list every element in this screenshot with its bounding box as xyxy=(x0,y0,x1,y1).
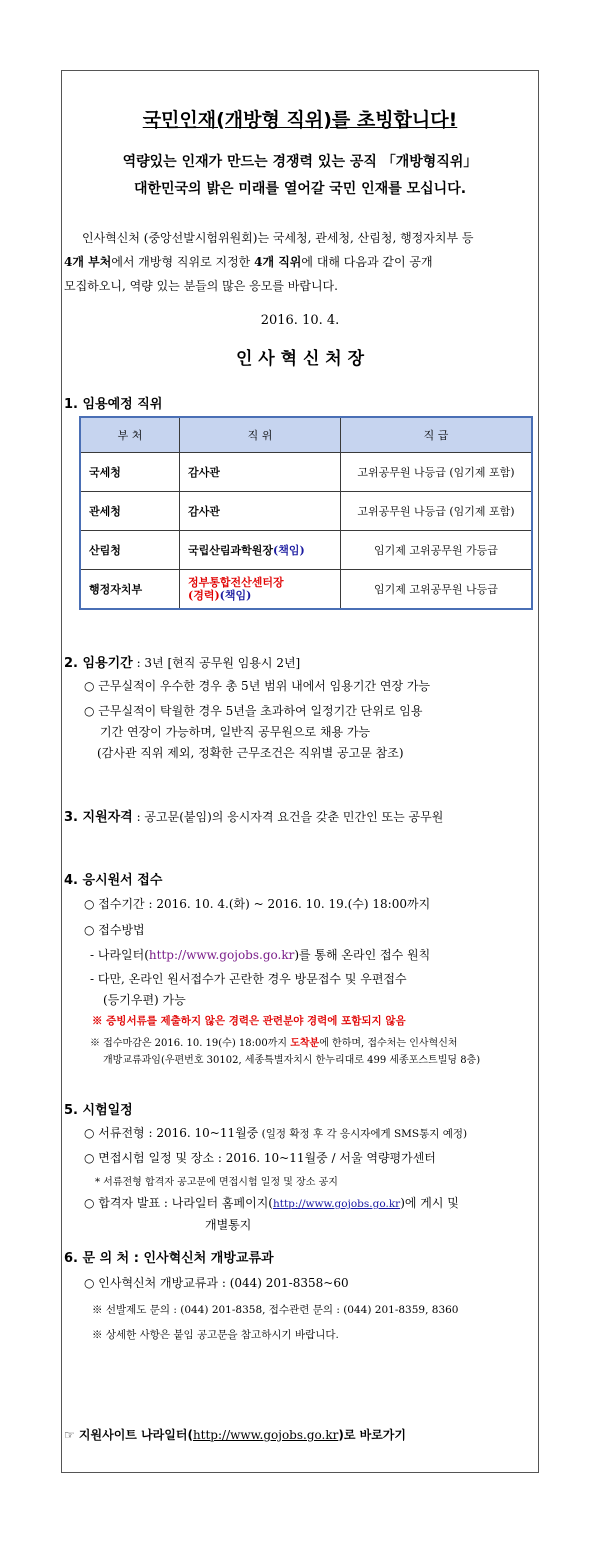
s4-note-1: ※ 접수마감은 2016. 10. 19(수) 18:00까지 도착분에 한하며, 접수처는 인사혁신처 xyxy=(90,1038,458,1049)
s4-note-2: 개방교류과임(우편번호 30102, 세종특별자치시 한누리대로 499 세종포스트빌딩 8층) xyxy=(103,1055,481,1066)
s5-document-screening: ○ 서류전형 : 2016. 10~11월중 (일정 확정 후 각 응시자에게 SMS통지 예정) xyxy=(84,1126,468,1140)
s5-interview: ○ 면접시험 일정 및 장소 : 2016. 10~11월중 / 서울 역량평가센터 xyxy=(84,1151,436,1165)
s4-method: ○ 접수방법 xyxy=(84,923,145,937)
dept-cell: 행정자치부 xyxy=(80,570,180,610)
s4-offline-cont: (등기우편) 가능 xyxy=(103,993,186,1007)
s4-online: - 나라일터(http://www.gojobs.go.kr)를 통해 온라인 접수 원칙 xyxy=(90,948,431,962)
table-row xyxy=(80,531,532,570)
signer: 인 사 혁 신 처 장 xyxy=(235,349,365,369)
position-cell: 감사관 xyxy=(180,453,341,492)
s5-announcement-cont: 개별통지 xyxy=(205,1218,252,1232)
s4-period: ○ 접수기간 : 2016. 10. 4.(화) ~ 2016. 10. 19.(수) 18:00까지 xyxy=(84,897,431,911)
s2-bullet-1: ○ 근무실적이 우수한 경우 총 5년 범위 내에서 임용기간 연장 가능 xyxy=(84,679,431,693)
header-grade: 직 급 xyxy=(341,417,533,453)
intro-line-2: 4개 부처에서 개방형 직위로 지정한 4개 직위에 대해 다음과 같이 공개 xyxy=(64,255,433,269)
dept-cell: 국세청 xyxy=(80,453,180,492)
pointing-hand-icon: ☞ 지원사이트 나라일터( xyxy=(64,1428,193,1442)
section-4-heading: 4. 응시원서 접수 xyxy=(64,873,163,888)
s5-interview-note: * 서류전형 합격자 공고문에 면접시험 일정 및 장소 공지 xyxy=(95,1177,338,1188)
s6-note-1: ※ 선발제도 문의 : (044) 201-8358, 접수관련 문의 : (044) 201-8359, 8360 xyxy=(92,1304,459,1316)
intro-line-3: 모집하오니, 역량 있는 분들의 많은 응모를 바랍니다. xyxy=(64,279,338,293)
positions-table xyxy=(79,416,533,610)
table-row xyxy=(80,453,532,492)
s4-warning: ※ 증빙서류를 제출하지 않은 경력은 관련분야 경력에 포함되지 않음 xyxy=(92,1015,406,1027)
grade-cell: 임기제 고위공무원 나등급 xyxy=(341,570,533,610)
s4-offline: - 다만, 온라인 원서접수가 곤란한 경우 방문접수 및 우편접수 xyxy=(90,972,407,986)
section-6-heading: 6. 문 의 처 : 인사혁신처 개방교류과 xyxy=(64,1251,274,1266)
table-row xyxy=(80,492,532,531)
section-3-heading: 3. 지원자격 : 공고문(붙임)의 응시자격 요건을 갖춘 민간인 또는 공무원 xyxy=(64,810,444,825)
header-dept: 부 처 xyxy=(80,417,180,453)
gojobs-link[interactable]: http://www.gojobs.go.kr xyxy=(148,948,295,962)
grade-cell: 고위공무원 나등급 (임기제 포함) xyxy=(341,453,533,492)
position-cell: 감사관 xyxy=(180,492,341,531)
grade-cell: 고위공무원 나등급 (임기제 포함) xyxy=(341,492,533,531)
section-5-heading: 5. 시험일정 xyxy=(64,1103,133,1118)
notice-date: 2016. 10. 4. xyxy=(260,313,340,328)
position-cell: 국립산림과학원장(책임) xyxy=(180,531,341,570)
s2-bullet-2-note: (감사관 직위 제외, 정확한 근무조건은 직위별 공고문 참조) xyxy=(97,746,404,760)
s2-bullet-2: ○ 근무실적이 탁월한 경우 5년을 초과하여 일정기간 단위로 임용 xyxy=(84,704,423,718)
intro-line-1: 인사혁신처 (중앙선발시험위원회)는 국세청, 관세청, 산림청, 행정자치부 등 xyxy=(82,231,474,245)
dept-cell: 산림청 xyxy=(80,531,180,570)
s5-announcement: ○ 합격자 발표 : 나라일터 홈페이지(http://www.gojobs.go.kr)에 게시 및 xyxy=(84,1196,459,1210)
grade-cell: 임기제 고위공무원 가등급 xyxy=(341,531,533,570)
gojobs-link[interactable]: http://www.gojobs.go.kr xyxy=(272,1198,401,1210)
s6-note-2: ※ 상세한 사항은 붙임 공고문을 참고하시기 바랍니다. xyxy=(92,1329,339,1341)
gojobs-link[interactable]: http://www.gojobs.go.kr xyxy=(192,1428,339,1442)
position-cell: 정부통합전산센터장 (경력)(책임) xyxy=(180,570,341,610)
dept-cell: 관세청 xyxy=(80,492,180,531)
header-position: 직 위 xyxy=(180,417,341,453)
subtitle-line-1: 역량있는 인재가 만드는 경쟁력 있는 공직 「개방형직위」 xyxy=(122,154,478,170)
s6-contact: ○ 인사혁신처 개방교류과 : (044) 201-8358~60 xyxy=(84,1276,349,1290)
site-shortcut[interactable]: ☞ 지원사이트 나라일터(http://www.gojobs.go.kr)로 바로가기 xyxy=(64,1428,406,1442)
table-row xyxy=(80,570,532,610)
subtitle-line-2: 대한민국의 밝은 미래를 열어갈 국민 인재를 모십니다. xyxy=(133,181,467,197)
page-title: 국민인재(개방형 직위)를 초빙합니다! xyxy=(142,109,458,131)
section-2-heading: 2. 임용기간 : 3년 [현직 공무원 임용시 2년] xyxy=(64,656,301,671)
table-header-row xyxy=(80,417,532,453)
s2-bullet-2-cont: 기간 연장이 가능하며, 일반직 공무원으로 채용 가능 xyxy=(100,725,371,739)
section-1-heading: 1. 임용예정 직위 xyxy=(64,397,163,412)
